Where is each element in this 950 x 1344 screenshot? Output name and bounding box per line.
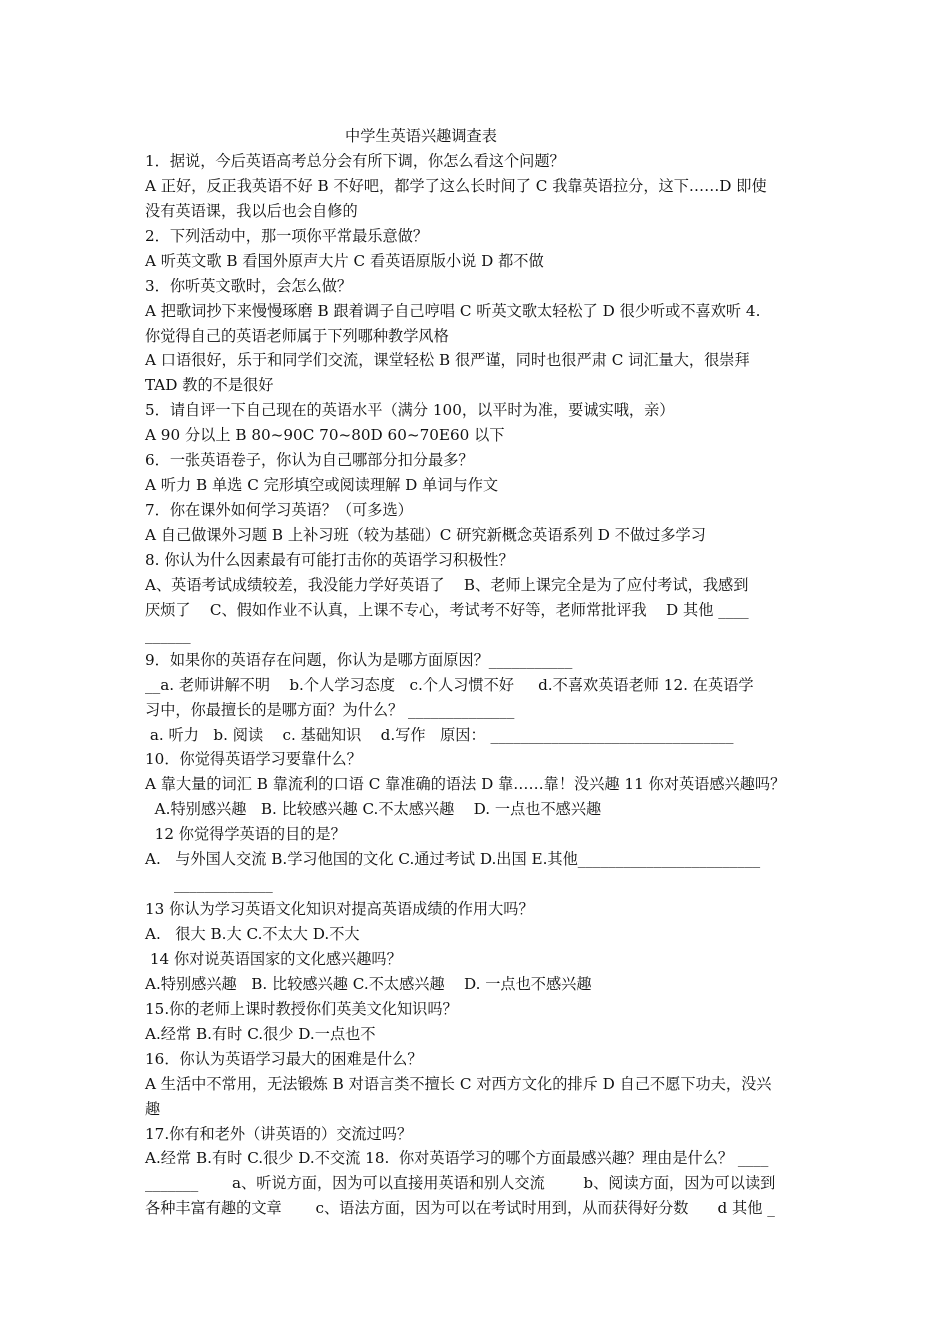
text-line: A 靠大量的词汇 B 靠流利的口语 C 靠准确的语法 D 靠……靠！没兴趣 11 你对英语感兴趣吗？ xyxy=(145,775,786,794)
text-line: __a. 老师讲解不明 b.个人学习态度 c.个人习惯不好 d.不喜欢英语老师 12. 在英语学 xyxy=(145,675,754,694)
text-line: 8. 你认为什么因素最有可能打击你的英语学习积极性？ xyxy=(145,550,514,569)
text-line: A 正好，反正我英语不好 B 不好吧，都学了这么长时间了 C 我靠英语拉分，这下……D 即使 xyxy=(145,176,767,195)
text-line: 7．你在课外如何学习英语？（可多选） xyxy=(145,501,413,520)
text-line: A.特别感兴趣 B. 比较感兴趣 C.不太感兴趣 D. 一点也不感兴趣 xyxy=(145,974,592,993)
text-line: 6．一张英语卷子，你认为自己哪部分扣分最多？ xyxy=(145,451,474,470)
survey-body xyxy=(145,149,825,1221)
text-line: 1．据说，今后英语高考总分会有所下调，你怎么看这个问题？ xyxy=(145,151,565,170)
text-line: ______ xyxy=(145,625,191,644)
text-line: 15.你的老师上课时教授你们英美文化知识吗？ xyxy=(145,999,458,1018)
text-line: A.经常 B.有时 C.很少 D.一点也不 xyxy=(145,1024,376,1043)
text-line: 各种丰富有趣的文章 c、语法方面，因为可以在考试时用到，从而获得好分数 d 其他 _ xyxy=(145,1199,775,1218)
text-line: TAD 教的不是很好 xyxy=(145,376,274,395)
text-line: 12 你觉得学英语的目的是？ xyxy=(145,825,346,844)
text-line: A.经常 B.有时 C.很少 D.不交流 18. 你对英语学习的哪个方面最感兴趣？理由是什么？ ____ xyxy=(145,1149,769,1168)
text-line: 14 你对说英语国家的文化感兴趣吗？ xyxy=(145,949,402,968)
text-line: A 口语很好，乐于和同学们交流，课堂轻松 B 很严谨，同时也很严肃 C 词汇量大，很崇拜 xyxy=(145,351,750,370)
text-line: A、英语考试成绩较差，我没能力学好英语了 B、老师上课完全是为了应付考试，我感到 xyxy=(145,575,749,594)
text-line: A. 与外国人交流 B.学习他国的文化 C.通过考试 D.出国 E.其他________________________ xyxy=(145,850,761,869)
text-line: 厌烦了 C、假如作业不认真，上课不专心，考试考不好等，老师常批评我 D 其他 ____ xyxy=(145,600,749,619)
text-line: A.特别感兴趣 B. 比较感兴趣 C.不太感兴趣 D. 一点也不感兴趣 xyxy=(145,800,602,819)
text-line: 3．你听英文歌时，会怎么做？ xyxy=(145,276,353,295)
text-line: 你觉得自己的英语老师属于下列哪种教学风格 xyxy=(145,326,449,345)
text-line: A 把歌词抄下来慢慢琢磨 B 跟着调子自己哼唱 C 听英文歌太轻松了 D 很少听或不喜欢听 4. xyxy=(145,301,761,320)
text-line: A 自己做课外习题 B 上补习班（较为基础）C 研究新概念英语系列 D 不做过多学习 xyxy=(145,526,706,544)
text-line: 10．你觉得英语学习要靠什么？ xyxy=(145,750,362,769)
text-line: _____________ xyxy=(145,875,273,894)
text-line: 17.你有和老外（讲英语的）交流过吗？ xyxy=(145,1124,413,1143)
text-line: A 90 分以上 B 80~90C 70~80D 60~70E60 以下 xyxy=(145,426,505,445)
text-line: 13 你认为学习英语文化知识对提高英语成绩的作用大吗？ xyxy=(145,900,534,919)
text-line: 2．下列活动中，那一项你平常最乐意做？ xyxy=(145,226,429,245)
text-line: A 听力 B 单选 C 完形填空或阅读理解 D 单词与作文 xyxy=(145,476,499,495)
text-line: 没有英语课，我以后也会自修的 xyxy=(145,201,358,220)
text-line: _______ a、听说方面，因为可以直接用英语和别人交流 b、阅读方面，因为可以读到 xyxy=(145,1174,776,1193)
text-line: A 听英文歌 B 看国外原声大片 C 看英语原版小说 D 都不做 xyxy=(145,251,544,270)
text-line: A 生活中不常用，无法锻炼 B 对语言类不擅长 C 对西方文化的排斥 D 自己不愿下功夫，没兴 xyxy=(145,1074,772,1093)
text-line: 16．你认为英语学习最大的困难是什么？ xyxy=(145,1049,423,1068)
text-line: a. 听力 b. 阅读 c. 基础知识 d.写作 原因： ________________________________ xyxy=(145,725,734,744)
survey-document xyxy=(145,124,825,1221)
text-line: 趣 xyxy=(145,1099,161,1118)
text-line: 5．请自评一下自己现在的英语水平（满分 100，以平时为准，要诚实哦，亲） xyxy=(145,401,675,420)
text-line: 9．如果你的英语存在问题，你认为是哪方面原因？___________ xyxy=(145,650,573,669)
document-title: 中学生英语兴趣调查表 xyxy=(345,127,497,145)
text-line: A. 很大 B.大 C.不太大 D.不大 xyxy=(145,925,360,943)
text-line: 习中，你最擅长的是哪方面？为什么？ ______________ xyxy=(145,700,515,719)
